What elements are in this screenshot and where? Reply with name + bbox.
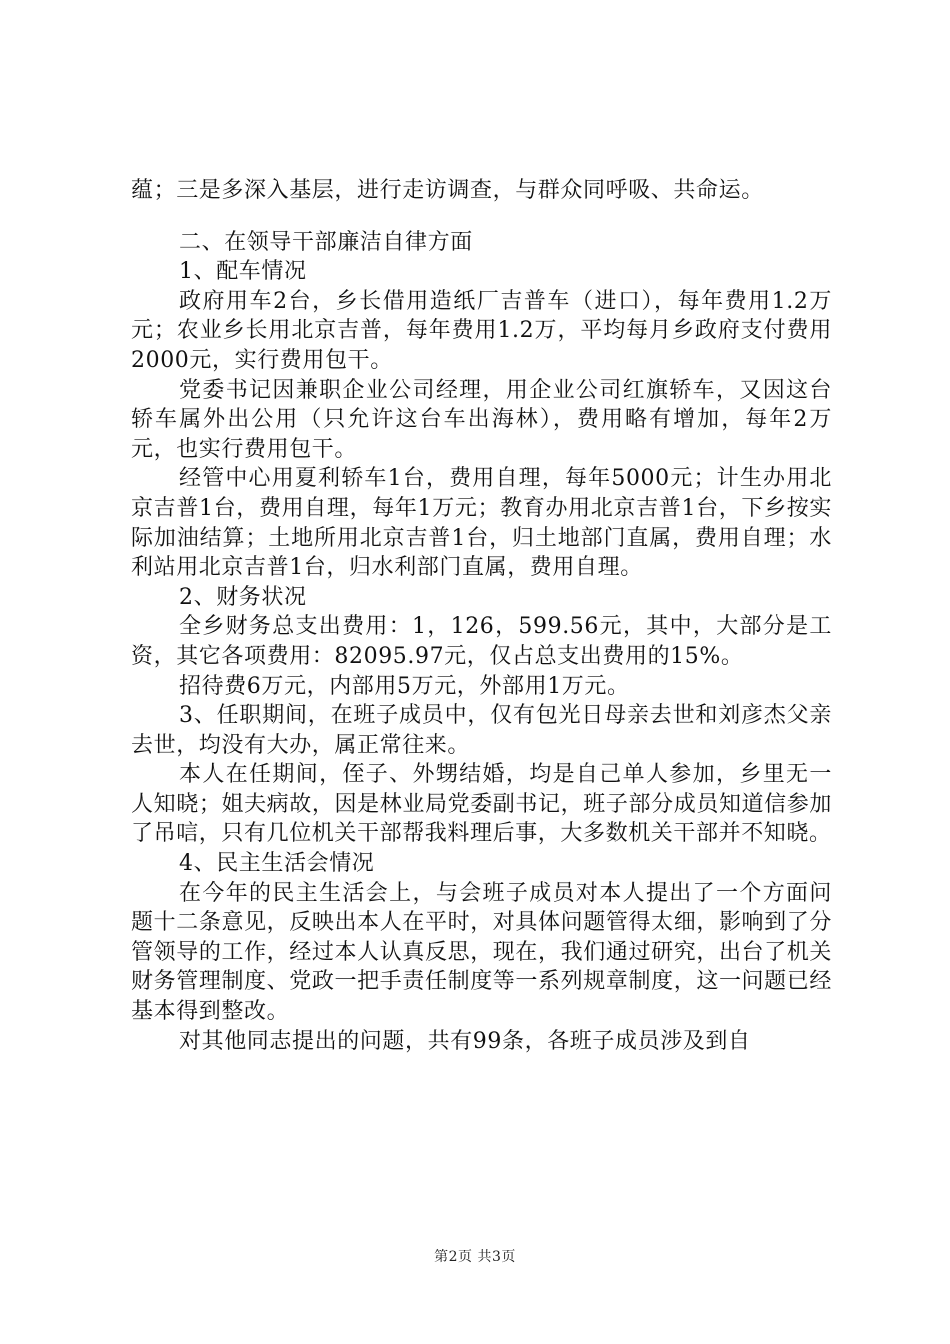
page-number-footer: 第2页 共3页 xyxy=(434,1249,516,1265)
paragraph: 对其他同志提出的问题，共有99条，各班子成员涉及到自 xyxy=(179,1028,751,1054)
document-body xyxy=(131,176,832,1056)
paragraph: 3、任职期间，在班子成员中，仅有包光日母亲去世和刘彦杰父亲去世，均没有大办，属正常往来。 xyxy=(131,703,832,758)
paragraph: 政府用车2台，乡长借用造纸厂吉普车（进口），每年费用1.2万元；农业乡长用北京吉普，每年费用1.2万，平均每月乡政府支付费用2000元，实行费用包干。 xyxy=(131,288,832,373)
paragraph: 招待费6万元，内部用5万元，外部用1万元。 xyxy=(179,673,630,699)
section-heading: 二、在领导干部廉洁自律方面 xyxy=(179,229,473,255)
subsection-heading: 4、民主生活会情况 xyxy=(179,851,375,877)
paragraph: 经管中心用夏利轿车1台，费用自理，每年5000元；计生办用北京吉普1台，费用自理，每年1万元；教育办用北京吉普1台，下乡按实际加油结算；土地所用北京吉普1台，归土地部门直属，费用自理；水利站用北京吉普1台，归水利部门直属，费用自理。 xyxy=(131,466,832,581)
paragraph: 本人在任期间，侄子、外甥结婚，均是自己单人参加，乡里无一人知晓；姐夫病故，因是林业局党委副书记，班子部分成员知道信参加了吊唁，只有几位机关干部帮我料理后事，大多数机关干部并不知晓。 xyxy=(131,762,832,847)
paragraph-continuation: 蕴；三是多深入基层，进行走访调查，与群众同呼吸、共命运。 xyxy=(131,178,764,203)
paragraph: 在今年的民主生活会上，与会班子成员对本人提出了一个方面问题十二条意见，反映出本人在平时，对具体问题管得太细，影响到了分管领导的工作，经过本人认真反思，现在，我们通过研究，出台了机关财务管理制度、党政一把手责任制度等一系列规章制度，这一问题已经基本得到整改。 xyxy=(131,880,832,1025)
subsection-heading: 2、财务状况 xyxy=(179,584,307,610)
subsection-heading: 1、配车情况 xyxy=(179,259,307,285)
paragraph: 全乡财务总支出费用：1，126，599.56元，其中，大部分是工资，其它各项费用：82095.97元，仅占总支出费用的15%。 xyxy=(131,614,832,669)
paragraph: 党委书记因兼职企业公司经理，用企业公司红旗轿车，又因这台轿车属外出公用（只允许这台车出海林），费用略有增加，每年2万元，也实行费用包干。 xyxy=(131,377,832,462)
